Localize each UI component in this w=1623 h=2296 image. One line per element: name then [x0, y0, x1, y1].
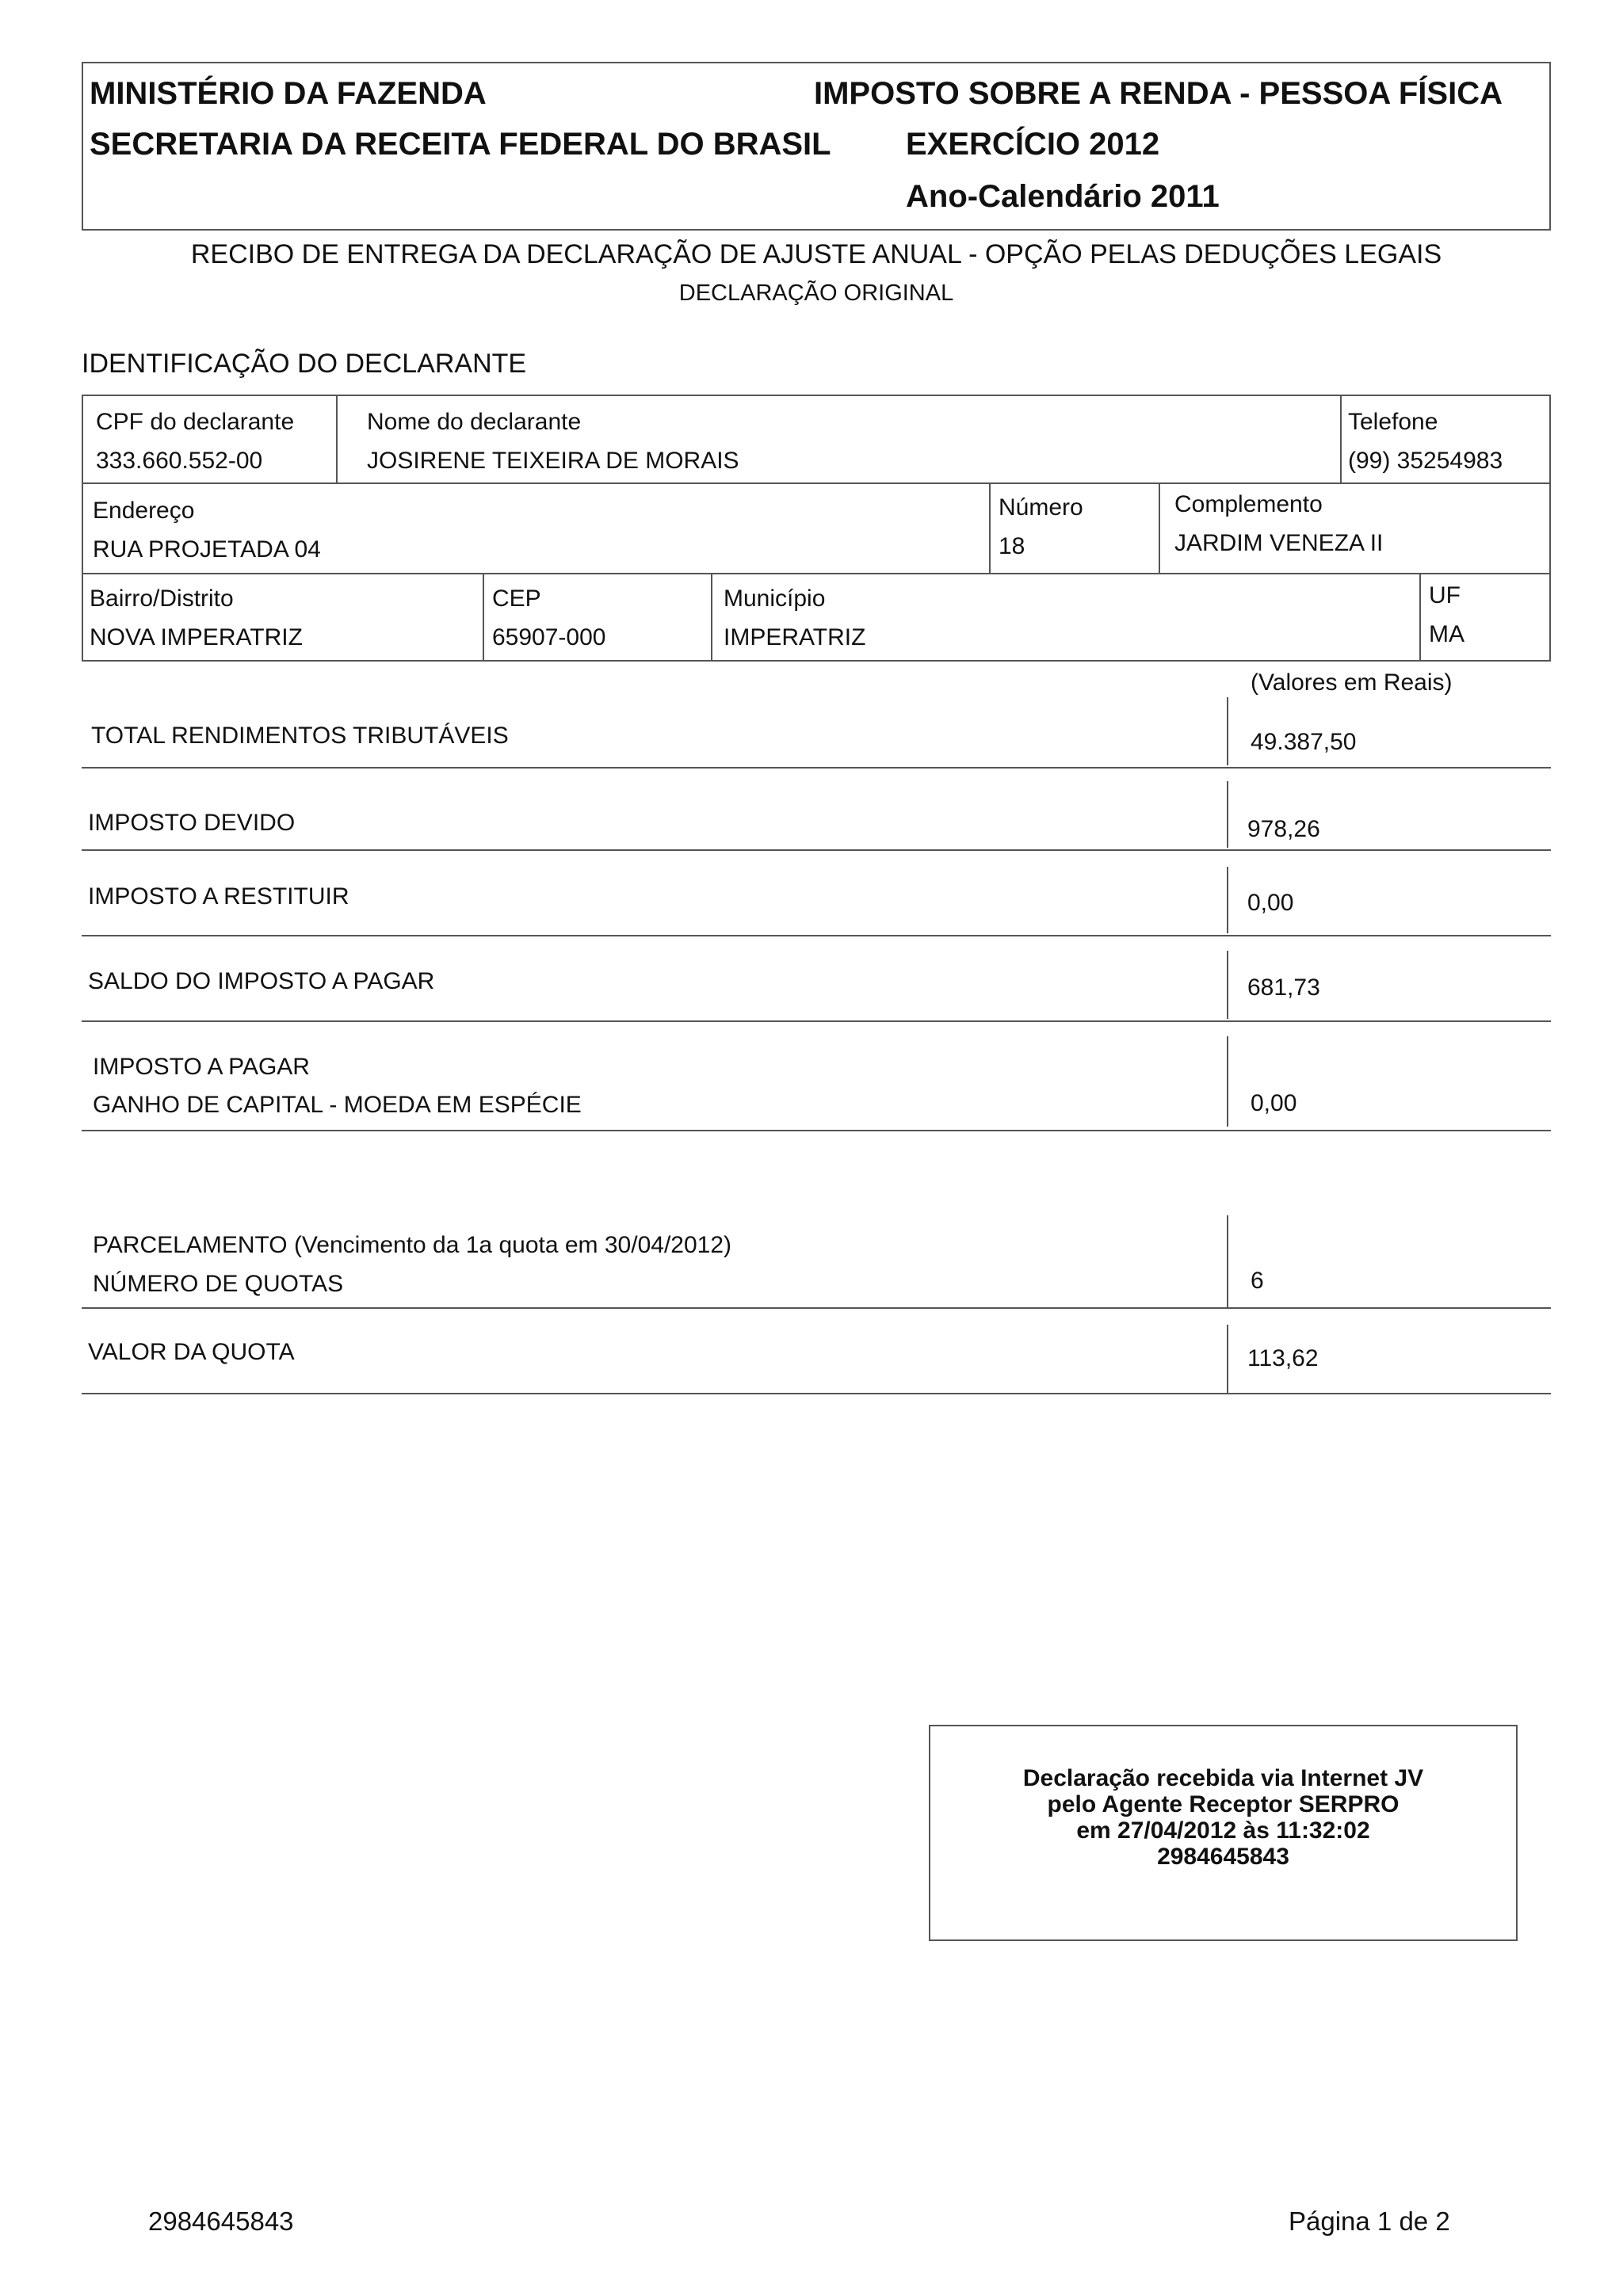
receipt-title: RECIBO DE ENTREGA DA DECLARAÇÃO DE AJUSTE ANUAL - OPÇÃO PELAS DEDUÇÕES LEGAIS: [190, 239, 1442, 269]
value-row-label: IMPOSTO A RESTITUIR: [88, 883, 349, 910]
id-col-divider: [1340, 395, 1342, 483]
value-row-label: SALDO DO IMPOSTO A PAGAR: [88, 968, 435, 994]
value-column-divider: [1227, 1325, 1228, 1393]
capital-gain-label-1: IMPOSTO A PAGAR: [93, 1054, 310, 1080]
value-column-divider: [1227, 951, 1228, 1019]
page-number: Página 1 de 2: [1289, 2206, 1450, 2236]
number-value: 18: [999, 533, 1025, 559]
address-value: RUA PROJETADA 04: [93, 536, 321, 563]
value-column-divider: [1227, 1036, 1228, 1127]
district-label: Bairro/Distrito: [90, 585, 234, 612]
phone-label: Telefone: [1348, 409, 1438, 435]
id-col-divider: [1419, 573, 1421, 662]
id-col-divider: [483, 573, 484, 662]
installment-label-2: NÚMERO DE QUOTAS: [93, 1271, 344, 1297]
name-value: JOSIRENE TEIXEIRA DE MORAIS: [367, 448, 739, 474]
phone-value: (99) 35254983: [1348, 448, 1503, 474]
tax-title: IMPOSTO SOBRE A RENDA - PESSOA FÍSICA: [814, 76, 1503, 111]
capital-gain-value: 0,00: [1251, 1090, 1297, 1116]
id-row-divider-1: [82, 482, 1551, 484]
value-row-divider: [82, 1393, 1551, 1394]
installment-count: 6: [1251, 1268, 1264, 1294]
id-row-divider-2: [82, 573, 1551, 574]
value-row-divider: [82, 1307, 1551, 1309]
value-column-divider: [1227, 867, 1228, 933]
org-line-2: SECRETARIA DA RECEITA FEDERAL DO BRASIL: [90, 127, 831, 162]
city-label: Município: [724, 585, 826, 612]
value-row-divider: [82, 935, 1551, 936]
id-col-divider: [989, 482, 991, 574]
id-col-divider: [1159, 482, 1160, 574]
id-col-divider: [711, 573, 712, 662]
quota-label: VALOR DA QUOTA: [88, 1339, 295, 1365]
value-row-label: TOTAL RENDIMENTOS TRIBUTÁVEIS: [91, 723, 509, 749]
org-line-1: MINISTÉRIO DA FAZENDA: [90, 76, 487, 111]
id-col-divider: [336, 395, 338, 483]
receipt-subtitle: DECLARAÇÃO ORIGINAL: [678, 280, 954, 306]
stamp-line-4: 2984645843: [1157, 1844, 1289, 1870]
complement-value: JARDIM VENEZA II: [1174, 530, 1384, 556]
value-column-divider: [1227, 781, 1228, 848]
value-column-divider: [1227, 697, 1228, 765]
value-row-divider: [82, 1020, 1551, 1022]
number-label: Número: [999, 494, 1083, 521]
value-row-amount: 0,00: [1247, 890, 1294, 916]
address-label: Endereço: [93, 498, 195, 524]
value-row-amount: 681,73: [1247, 974, 1320, 1001]
uf-value: MA: [1429, 621, 1465, 647]
value-row-divider: [82, 1130, 1551, 1131]
value-column-divider: [1227, 1215, 1228, 1307]
complement-label: Complemento: [1174, 491, 1323, 517]
district-value: NOVA IMPERATRIZ: [90, 624, 303, 650]
installment-label-1: PARCELAMENTO (Vencimento da 1a quota em 30/04/2012): [93, 1232, 732, 1258]
cpf-value: 333.660.552-00: [96, 448, 263, 474]
value-row-divider: [82, 849, 1551, 851]
value-row-divider: [82, 767, 1551, 769]
section-title-identification: IDENTIFICAÇÃO DO DECLARANTE: [82, 349, 527, 379]
value-row-label: IMPOSTO DEVIDO: [88, 810, 296, 836]
city-value: IMPERATRIZ: [724, 624, 866, 650]
capital-gain-label-2: GANHO DE CAPITAL - MOEDA EM ESPÉCIE: [93, 1092, 582, 1118]
identification-table: [82, 395, 1551, 662]
footer-code: 2984645843: [148, 2206, 294, 2236]
cep-label: CEP: [492, 585, 541, 612]
name-label: Nome do declarante: [367, 409, 582, 435]
cep-value: 65907-000: [492, 624, 606, 650]
value-row-amount: 978,26: [1247, 816, 1320, 842]
stamp-line-1: Declaração recebida via Internet JV: [1022, 1765, 1424, 1791]
exercise-year: EXERCÍCIO 2012: [906, 127, 1160, 162]
currency-note: (Valores em Reais): [1251, 669, 1453, 696]
uf-label: UF: [1429, 582, 1461, 608]
quota-value: 113,62: [1247, 1345, 1319, 1371]
stamp-line-2: pelo Agente Receptor SERPRO: [1047, 1791, 1400, 1817]
stamp-line-3: em 27/04/2012 às 11:32:02: [1076, 1817, 1370, 1844]
cpf-label: CPF do declarante: [96, 409, 295, 435]
value-row-amount: 49.387,50: [1251, 729, 1357, 755]
calendar-year: Ano-Calendário 2011: [906, 179, 1220, 214]
